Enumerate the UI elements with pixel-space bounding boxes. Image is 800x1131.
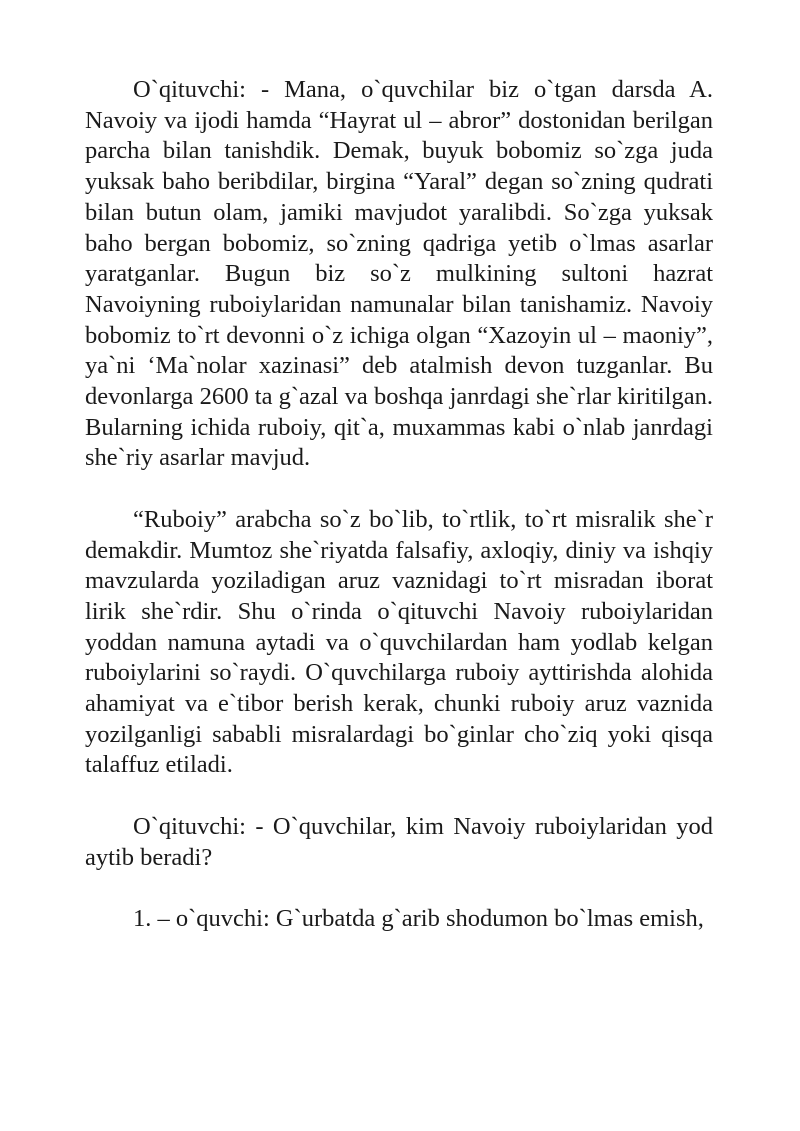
paragraph-gap <box>85 474 713 505</box>
paragraph-ruboiy-definition: “Ruboiy” arabcha so`z bo`lib, to`rtlik, to`rt misralik she`r demakdir. Mumtoz she`riyatda falsafiy, axloqiy, diniy va ishqiy mavzularda yoziladigan aruz vaznidagi to`rt misradan iborat lirik she`rdir. Shu o`rinda o`qituvchi Navoiy ruboiylaridan yoddan namuna aytadi va o`quvchilardan ham yodlab kelgan ruboiylarini so`raydi. O`quvchilarga ruboiy ayttirishda alohida ahamiyat va e`tibor berish kerak, chunki ruboiy aruz vaznida yozilganligi sababli misralardagi bo`ginlar cho`ziq yoki qisqa talaffuz etiladi. <box>85 505 713 779</box>
document-page <box>85 75 713 935</box>
paragraph-student-answer: 1. – o`quvchi: G`urbatda g`arib shodumon bo`lmas emish, <box>133 904 704 932</box>
paragraph-gap <box>85 873 713 904</box>
paragraph-gap <box>85 781 713 812</box>
paragraph-teacher-question: O`qituvchi: - O`quvchilar, kim Navoiy ruboiylaridan yod aytib beradi? <box>85 812 713 871</box>
paragraph-teacher-intro: O`qituvchi: - Mana, o`quvchilar biz o`tgan darsda A. Navoiy va ijodi hamda “Hayrat ul – abror” dostonidan berilgan parcha bilan tanishdik. Demak, buyuk bobomiz so`zga juda yuksak baho beribdilar, birgina “Yaral” degan so`zning qudrati bilan butun olam, jamiki mavjudot yaralibdi. So`zga yuksak baho bergan bobomiz, so`zning qadriga yetib o`lmas asarlar yaratganlar. Bugun biz so`z mulkining sultoni hazrat Navoiyning ruboiylaridan namunalar bilan tanishamiz. Navoiy bobomiz to`rt devonni o`z ichiga olgan “Xazoyin ul – maoniy”, ya`ni ‘Ma`nolar xazinasi” deb atalmish devon tuzganlar. Bu devonlarga 2600 ta g`azal va boshqa janrdagi she`rlar kiritilgan. Bularning ichida ruboiy, qit`a, muxammas kabi o`nlab janrdagi she`riy asarlar mavjud. <box>85 76 713 472</box>
